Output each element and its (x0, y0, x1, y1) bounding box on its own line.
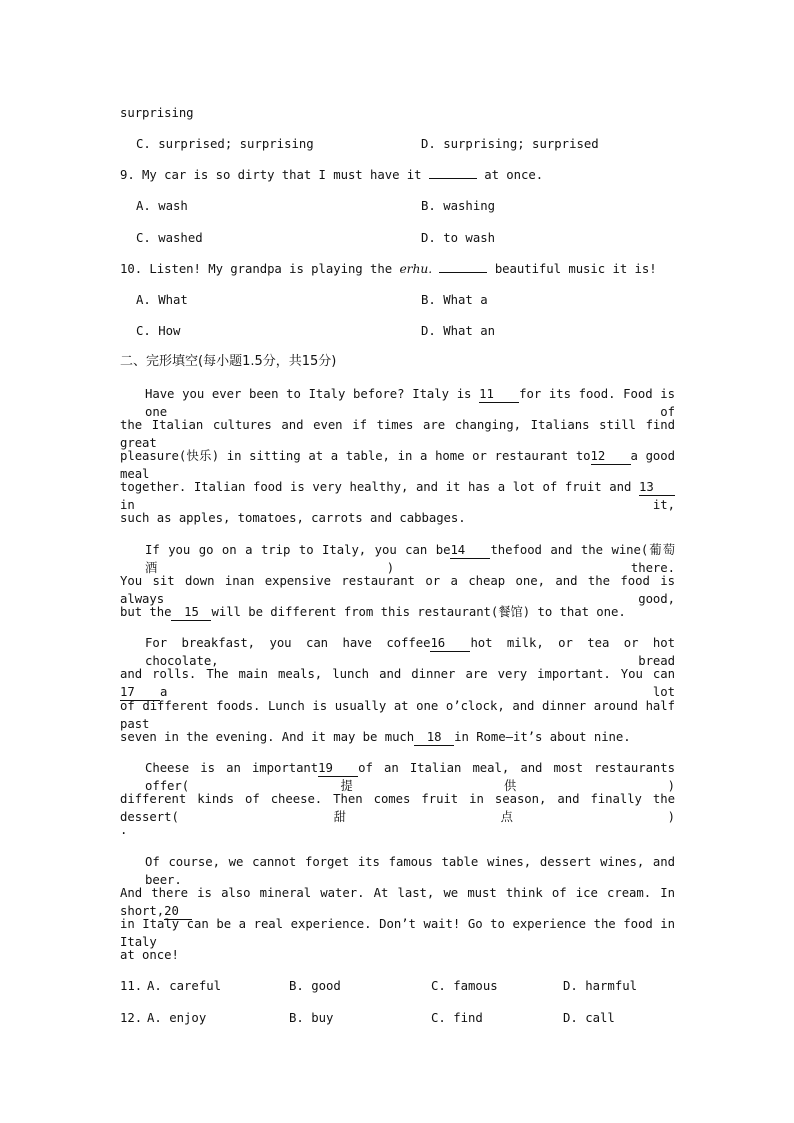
q8-option-c: C. surprised; surprising (136, 137, 314, 151)
q9-option-a: A. wash (136, 199, 188, 213)
q11-option-a: A. careful (147, 979, 222, 993)
passage-line: of different foods. Lunch is usually at one o’clock, and dinner around half past (120, 699, 675, 731)
q9-stem-start: 9. My car is so dirty that I must have it (120, 168, 422, 182)
passage-text: hot milk, or tea or hot chocolate, bread (145, 636, 675, 668)
passage-text: thefood and the wine(葡萄酒) there. (145, 543, 675, 575)
passage-line (120, 478, 675, 512)
blank-17: 17 (120, 685, 160, 701)
passage-line (145, 541, 675, 575)
passage-text: seven in the evening. And it may be much (120, 730, 415, 744)
passage-text: in Rome—it’s about nine. (454, 730, 631, 744)
blank-16: 16 (430, 636, 470, 652)
passage-text: but the (120, 605, 172, 619)
blank-14: 14 (450, 543, 490, 559)
blank-18: 18 (414, 730, 454, 746)
passage-text: of an Italian meal, and most restaurants offer(提供) (145, 761, 675, 793)
passage-line: such as apples, tomatoes, carrots and cabbages. (120, 511, 466, 525)
passage-text: Cheese is an important (145, 761, 319, 775)
blank-20: 20 (164, 904, 192, 920)
passage-text: a lot (160, 685, 675, 699)
passage-line (145, 759, 675, 793)
q11-option-c: C. famous (431, 979, 498, 993)
q9-option-b: B. washing (421, 199, 496, 213)
q11-option-d: D. harmful (563, 979, 638, 993)
passage-text: pleasure(快乐) in sitting at a table, in a home or restaurant to (120, 449, 591, 463)
passage-text: If you go on a trip to Italy, you can be (145, 543, 451, 557)
passage-line (145, 634, 675, 668)
passage-text: in it, (120, 498, 675, 512)
passage-line (120, 665, 675, 699)
passage-line: You sit down inan expensive restaurant or a cheap one, and the food is always good, (120, 574, 675, 606)
blank-19: 19 (318, 761, 358, 777)
blank-11: 11 (479, 387, 519, 403)
q10-answer-blank (439, 272, 487, 273)
q10-stem-erhu: erhu. (399, 262, 433, 276)
passage-line (120, 728, 675, 746)
q10-option-a: A. What (136, 293, 188, 307)
q10-option-d: D. What an (421, 324, 496, 338)
passage-line (120, 884, 675, 918)
passage-line (120, 603, 675, 621)
q8-option-tail: surprising (120, 106, 194, 120)
passage-line: Of course, we cannot forget its famous table wines, dessert wines, and beer. (145, 855, 675, 887)
q9-stem (120, 166, 675, 184)
q10-stem (120, 260, 675, 278)
passage-text: For breakfast, you can have coffee (145, 636, 431, 650)
section-heading: 二、完形填空(每小题1.5分，共15分) (120, 354, 337, 369)
q11-option-b: B. good (289, 979, 341, 993)
passage-text: together. Italian food is very healthy, and it has a lot of fruit and (120, 480, 632, 494)
q12-option-c: C. find (431, 1011, 483, 1025)
passage-line (145, 385, 675, 419)
passage-text: Have you ever been to Italy before? Italy is (145, 387, 472, 401)
q9-option-d: D. to wash (421, 231, 496, 245)
passage-line: . (120, 823, 128, 837)
q10-option-c: C. How (136, 324, 181, 338)
q10-option-b: B. What a (421, 293, 488, 307)
passage-line: the Italian cultures and even if times are changing, Italians still find great (120, 418, 675, 450)
passage-text: will be different from this restaurant(餐馆) to that one. (211, 605, 626, 619)
blank-12: 12 (591, 449, 631, 465)
passage-line: in Italy can be a real experience. Don’t wait! Go to experience the food in Italy (120, 917, 675, 949)
q12-option-d: D. call (563, 1011, 615, 1025)
q10-stem-end: beautiful music it is! (494, 262, 657, 276)
passage-text: a good meal (120, 449, 675, 481)
passage-text: And there is also mineral water. At last, we must think of ice cream. In short, (120, 886, 675, 918)
q8-option-d: D. surprising; surprised (421, 137, 599, 151)
q10-stem-start: 10. Listen! My grandpa is playing the (120, 262, 393, 276)
passage-text: for its food. Food is one of (145, 387, 675, 419)
passage-line: at once! (120, 948, 179, 962)
passage-line: different kinds of cheese. Then comes fruit in season, and finally the dessert(甜点) (120, 792, 675, 824)
passage-text: and rolls. The main meals, lunch and dinner are very important. You can (120, 667, 675, 681)
q12-option-b: B. buy (289, 1011, 334, 1025)
q9-option-c: C. washed (136, 231, 203, 245)
q9-answer-blank (429, 178, 477, 179)
q12-number: 12. (120, 1011, 143, 1025)
q12-option-a: A. enjoy (147, 1011, 207, 1025)
blank-15: 15 (171, 605, 211, 621)
blank-13: 13 (639, 480, 675, 496)
q9-stem-end: at once. (484, 168, 544, 182)
q11-number: 11. (120, 979, 143, 993)
passage-line (120, 447, 675, 481)
